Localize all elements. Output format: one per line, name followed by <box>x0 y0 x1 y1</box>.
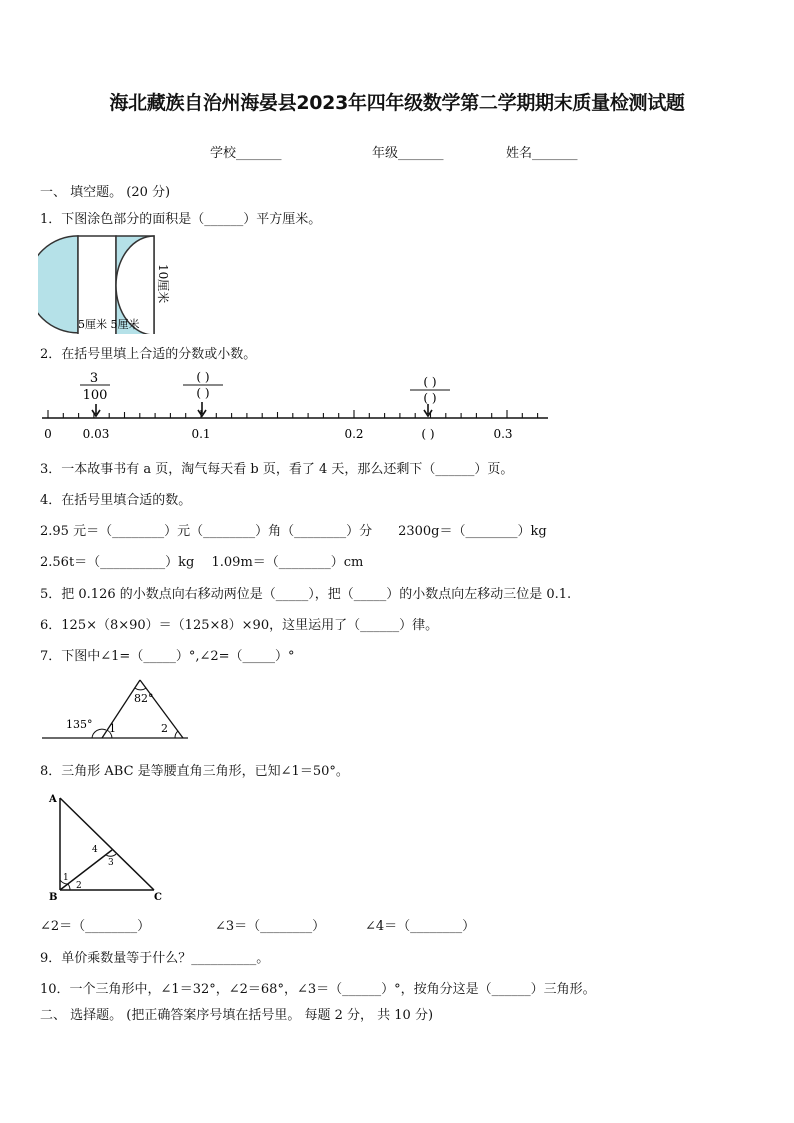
question-7: 7．下图中∠1=（_____）°,∠2=（_____）° <box>40 649 295 664</box>
left-semicircle-shaded <box>38 236 78 333</box>
fraction-numerator: 3 <box>89 371 99 386</box>
vertex-B: B <box>49 892 58 903</box>
question-3: 3．一本故事书有 a 页，淘气每天看 b 页，看了 4 天，那么还剩下（______）页。 <box>40 462 514 477</box>
angle-arc-top <box>135 688 146 690</box>
blank-fraction-top-2: ( ) <box>423 375 437 389</box>
number-line-ticks <box>48 410 538 418</box>
page-title: 海北藏族自治州海晏县2023年四年级数学第二学期期末质量检测试题 <box>109 92 685 114</box>
side-AC <box>60 798 154 890</box>
angle-82-label: 82° <box>134 692 154 705</box>
question-4-line-1: 2.95 元＝（________）元（________）角（________）分 2300g＝（________）kg <box>40 524 547 539</box>
tick-label-03: 0.3 <box>493 427 513 441</box>
angle-1-label: 1 <box>109 722 116 735</box>
question-8-answer-2: ∠2＝（________） <box>40 919 151 934</box>
side-length-label: 10厘米 <box>156 264 170 304</box>
tick-label-003: 0.03 <box>82 427 110 441</box>
question-5: 5．把 0.126 的小数点向右移动两位是（_____），把（_____）的小数点向左移动三位是 0.1. <box>40 587 572 602</box>
question-1-figure <box>38 234 178 334</box>
question-7-figure <box>40 672 200 744</box>
name-field: 姓名_______ <box>506 146 578 161</box>
question-2: 2．在括号里填上合适的分数或小数。 <box>40 347 257 362</box>
question-8-answer-4: ∠4＝（________） <box>365 919 476 934</box>
question-8-figure <box>46 790 170 904</box>
question-1: 1．下图涂色部分的面积是（______）平方厘米。 <box>40 212 322 227</box>
question-8-answer-3: ∠3＝（________） <box>215 919 326 934</box>
tick-label-01: 0.1 <box>191 427 211 441</box>
question-9: 9．单价乘数量等于什么？__________。 <box>40 951 270 966</box>
question-4: 4．在括号里填合适的数。 <box>40 493 192 508</box>
question-8: 8．三角形 ABC 是等腰直角三角形，已知∠1＝50°。 <box>40 764 349 779</box>
question-4-line-2: 2.56t＝（__________）kg 1.09m＝（________）cm <box>40 555 364 570</box>
tick-label-0: 0 <box>44 427 52 441</box>
tick-label-blank: ( ) <box>421 427 435 441</box>
bottom-length-label: 5厘米 5厘米 <box>78 318 140 331</box>
vertex-C: C <box>154 892 162 903</box>
arrow-2 <box>198 402 206 416</box>
angle-arc-2 <box>175 731 178 738</box>
angle-label-3: 3 <box>108 858 114 868</box>
fraction-denominator: 100 <box>82 388 108 403</box>
question-10: 10．一个三角形中，∠1＝32°，∠2＝68°，∠3＝（______）°，按角分这是（______）三角形。 <box>40 982 596 997</box>
blank-fraction-bottom-1: ( ) <box>196 386 210 400</box>
blank-fraction-top-1: ( ) <box>196 370 210 384</box>
tick-label-02: 0.2 <box>344 427 364 441</box>
angle-135-label: 135° <box>66 718 93 731</box>
left-side <box>102 680 140 738</box>
school-field: 学校_______ <box>210 146 282 161</box>
blank-fraction-bottom-2: ( ) <box>423 391 437 405</box>
angle-label-4: 4 <box>92 845 98 855</box>
angle-2-label: 2 <box>161 722 168 735</box>
number-line-figure <box>38 366 552 446</box>
section-1-heading: 一、 填空题。 (20 分) <box>40 185 171 200</box>
grade-field: 年级_______ <box>372 146 444 161</box>
arrow-1 <box>92 404 100 416</box>
angle-label-1: 1 <box>63 873 69 883</box>
question-6: 6．125×（8×90）＝（125×8）×90，这里运用了（______）律。 <box>40 618 439 633</box>
section-2-heading: 二、 选择题。 (把正确答案序号填在括号里。 每题 2 分， 共 10 分) <box>40 1008 434 1023</box>
vertex-A: A <box>49 794 57 805</box>
angle-arc-ext <box>92 729 106 738</box>
angle-arc-2 <box>68 884 70 890</box>
angle-label-2: 2 <box>76 881 82 891</box>
